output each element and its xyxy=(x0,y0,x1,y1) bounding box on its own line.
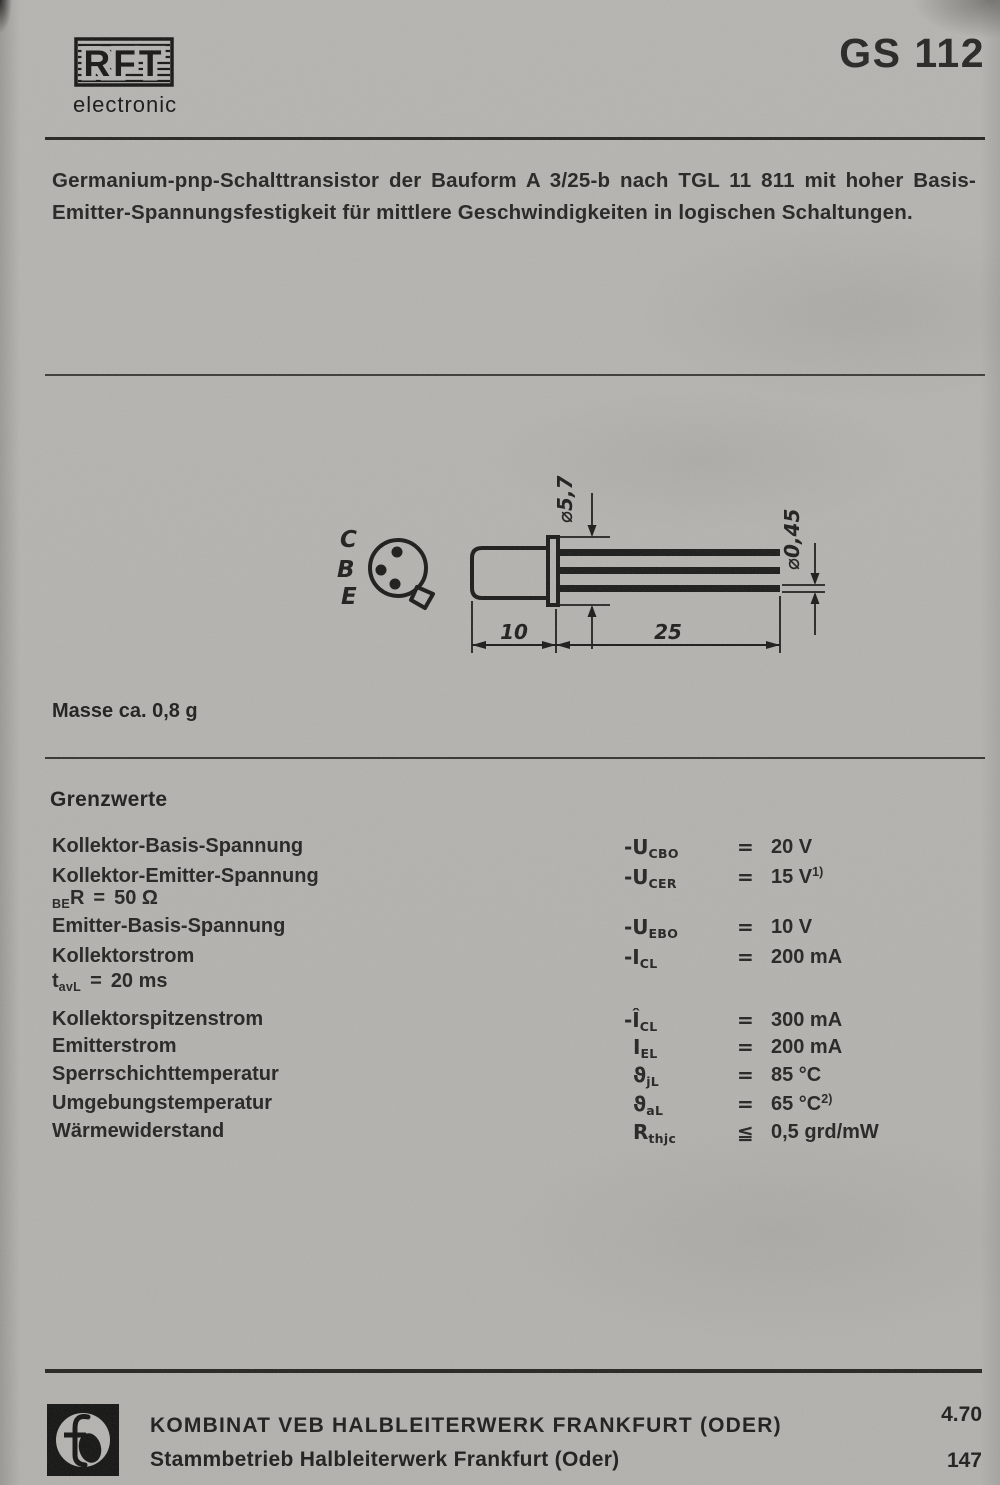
divider-rule-header xyxy=(45,137,985,140)
dim-lengths xyxy=(472,596,780,653)
company-name-line1: KOMBINAT VEB HALBLEITERWERK FRANKFURT (ODER) xyxy=(150,1414,782,1437)
limit-value xyxy=(771,915,812,939)
table-row xyxy=(0,1063,1000,1090)
symbol-main: -U xyxy=(624,915,649,939)
value-text: 15 V xyxy=(771,866,813,888)
dim-lead-length-label: 25 xyxy=(654,620,682,644)
table-row xyxy=(0,1092,1000,1119)
limit-label: Kollektor-Emitter-Spannung xyxy=(52,865,319,887)
rft-logo-icon xyxy=(74,37,174,87)
condition-relation: = xyxy=(93,887,106,909)
limits-section-title: Grenzwerte xyxy=(50,788,168,811)
limit-label: Sperrschichttemperatur xyxy=(52,1063,279,1085)
table-condition-row xyxy=(0,887,1000,914)
brand-text: RFT xyxy=(83,43,165,84)
company-name-line2: Stammbetrieb Halbleiterwerk Frankfurt (Oder) xyxy=(150,1448,620,1471)
footnote-ref: 2) xyxy=(821,1092,833,1106)
table-row xyxy=(0,945,1000,972)
table-row xyxy=(0,1035,1000,1062)
symbol-subscript: CL xyxy=(639,956,658,971)
dim-lead-diameter xyxy=(780,509,825,635)
manufacturer-logo xyxy=(47,1404,119,1481)
limit-value xyxy=(771,1035,842,1059)
limit-relation: ≦ xyxy=(737,1120,754,1144)
condition-expression xyxy=(52,887,158,911)
footnote-ref: 1) xyxy=(812,865,824,879)
value-text: 85 °C xyxy=(771,1064,822,1086)
symbol-main: I xyxy=(633,1035,641,1059)
limit-symbol xyxy=(624,915,678,941)
pin-label-collector: C xyxy=(340,527,357,553)
mass-note: Masse ca. 0,8 g xyxy=(52,700,198,722)
symbol-subscript: aL xyxy=(646,1103,664,1118)
limit-label: Emitter-Basis-Spannung xyxy=(52,915,286,937)
divider-rule-mid xyxy=(45,374,985,376)
limit-label: Kollektorspitzenstrom xyxy=(52,1008,264,1030)
limit-relation: = xyxy=(737,865,754,889)
page-number: 147 xyxy=(946,1449,982,1472)
value-text: 0,5 grd/mW xyxy=(771,1121,879,1143)
limit-symbol xyxy=(624,945,658,971)
limit-symbol xyxy=(633,1063,659,1089)
symbol-main: -U xyxy=(624,835,649,859)
symbol-main: ϑ xyxy=(633,1063,647,1087)
symbol-subscript: CBO xyxy=(648,846,679,861)
symbol-main: R xyxy=(69,887,85,909)
symbol-main: -U xyxy=(624,865,649,889)
limit-symbol xyxy=(624,1008,658,1034)
table-row xyxy=(0,915,1000,942)
limit-symbol xyxy=(624,835,679,861)
limit-value xyxy=(771,1008,842,1032)
condition-value: 50 Ω xyxy=(114,887,158,909)
limit-label: Kollektorstrom xyxy=(52,945,195,967)
brand-subtitle: electronic xyxy=(73,92,178,117)
condition-value: 20 ms xyxy=(110,970,168,992)
hfo-logo-icon xyxy=(47,1404,119,1476)
value-text: 10 V xyxy=(771,916,813,938)
value-text: 20 V xyxy=(771,836,813,858)
description-paragraph: Germanium-pnp-Schalttransistor der Bauform A 3/25-b nach TGL 11 811 mit hoher Basis-Emitter-Spannungsfestigkeit für mittlere Geschwindigkeiten in logischen Schaltungen. xyxy=(52,169,976,224)
table-row xyxy=(0,1120,1000,1147)
limit-relation: = xyxy=(737,945,754,969)
limit-value xyxy=(771,1092,832,1116)
limit-value xyxy=(771,865,823,889)
package-drawing xyxy=(320,455,880,690)
limit-relation: = xyxy=(737,1008,754,1032)
symbol-main: ϑ xyxy=(633,1092,647,1116)
limit-relation: = xyxy=(737,1063,754,1087)
limit-symbol xyxy=(633,1092,663,1118)
symbol-subscript: thjc xyxy=(648,1131,677,1146)
symbol-subscript: EL xyxy=(640,1046,658,1061)
table-row xyxy=(0,1008,1000,1035)
divider-rule-footer xyxy=(45,1369,982,1373)
dim-flange-diameter-label: ⌀5,7 xyxy=(553,475,577,523)
divider-rule-limits xyxy=(45,757,985,759)
limit-value xyxy=(771,835,812,859)
limit-relation: = xyxy=(737,835,754,859)
limit-label: Wärmewiderstand xyxy=(52,1120,225,1142)
value-text: 200 mA xyxy=(771,1036,843,1058)
condition-expression xyxy=(52,970,168,994)
limit-label: Kollektor-Basis-Spannung xyxy=(52,835,304,857)
table-condition-row xyxy=(0,970,1000,997)
limit-value xyxy=(771,1120,879,1144)
rft-logo xyxy=(74,37,174,92)
symbol-subscript: jL xyxy=(646,1074,660,1089)
value-text: 200 mA xyxy=(771,946,843,968)
date-code: 4.70 xyxy=(941,1403,982,1426)
symbol-subscript: avL xyxy=(58,980,82,994)
limit-value xyxy=(771,1063,821,1087)
symbol-main: -I xyxy=(624,945,640,969)
pin-label-base: B xyxy=(337,557,355,583)
transistor-body-icon xyxy=(472,537,780,605)
limit-relation: = xyxy=(737,1092,754,1116)
condition-relation: = xyxy=(90,970,102,992)
value-text: 65 °C xyxy=(771,1093,822,1115)
limit-symbol xyxy=(633,1035,658,1061)
symbol-subscript: BE xyxy=(52,897,70,911)
value-text: 300 mA xyxy=(771,1009,843,1031)
limit-value xyxy=(771,945,842,969)
pin-label-emitter: E xyxy=(341,584,357,610)
part-number: GS 112 xyxy=(839,30,985,76)
limit-label: Emitterstrom xyxy=(52,1035,177,1057)
dim-lead-diameter-label: ⌀0,45 xyxy=(780,508,804,570)
symbol-subscript: EBO xyxy=(648,926,679,941)
dim-body-length-label: 10 xyxy=(500,620,528,644)
symbol-subscript: CER xyxy=(648,876,677,891)
limit-label: Umgebungstemperatur xyxy=(52,1092,273,1114)
table-row xyxy=(0,835,1000,862)
symbol-subscript: CL xyxy=(639,1019,658,1034)
symbol-main: -Î xyxy=(624,1008,640,1032)
pinout-bottom-view-icon xyxy=(370,540,433,608)
symbol-main: R xyxy=(633,1120,649,1144)
limit-relation: = xyxy=(737,1035,754,1059)
symbol-main: t xyxy=(52,970,59,992)
limit-relation: = xyxy=(737,915,754,939)
dim-flange-diameter xyxy=(553,475,610,649)
limit-symbol xyxy=(633,1120,676,1146)
